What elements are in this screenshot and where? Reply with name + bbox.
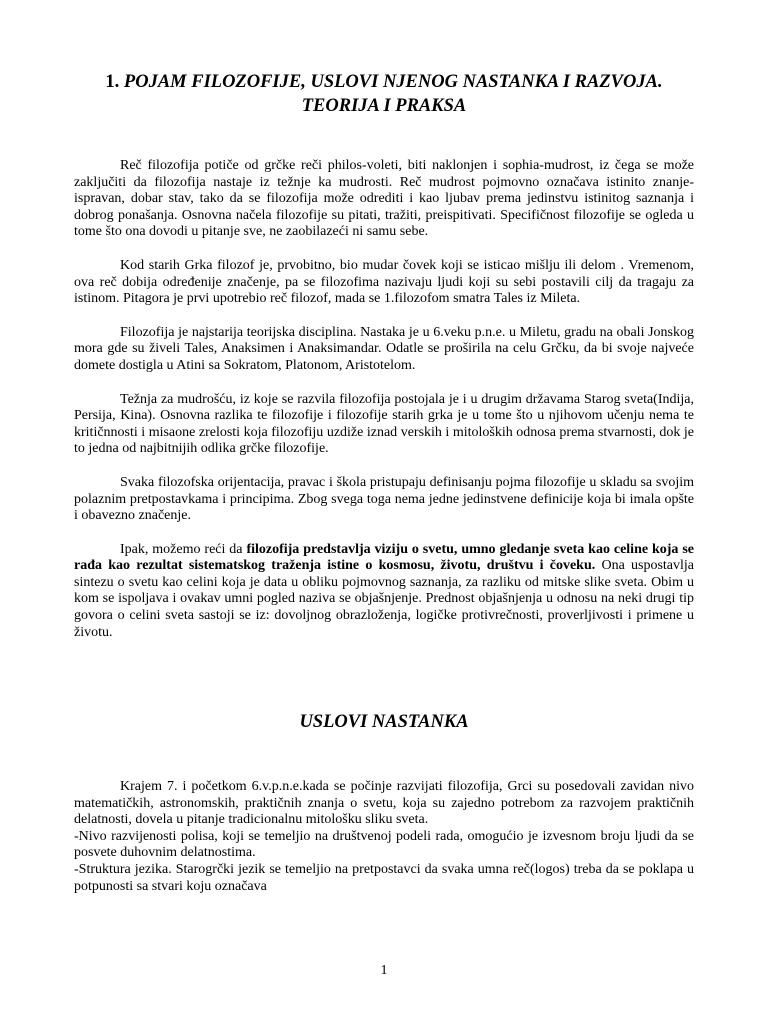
document-title	[74, 70, 694, 118]
section-line: -Nivo razvijenosti polisa, koji se temeljio na društvenoj podeli rada, omogućio je izvesnom broju ljudi da se posvete duhovnim delatnostima.	[74, 828, 694, 861]
paragraph: Svaka filozofska orijentacija, pravac i škola pristupaju definisanju pojma filozofije u skladu sa svojim polaznim pretpostavkama i principima. Zbog svega toga nema jedne jedinstvene definicije koja bi imala opšte i obavezno značenje.	[74, 474, 694, 524]
section-line: -Struktura jezika. Starogrčki jezik se temeljio na pretpostavci da svaka umna reč(logos) treba da se poklapa u potpunosti sa stvari koju označava	[74, 861, 694, 894]
definition-paragraph	[74, 542, 694, 642]
title-number: 1.	[105, 72, 124, 92]
page-number: 1	[380, 963, 388, 978]
section-heading: USLOVI NASTANKA	[299, 712, 469, 732]
title-text: POJAM FILOZOFIJE, USLOVI NJENOG NASTANKA I RAZVOJA. TEORIJA I PRAKSA	[123, 72, 663, 116]
definition-lead: Ipak, možemo reći da	[120, 541, 247, 557]
paragraph: Reč filozofija potiče od grčke reči philos-voleti, biti naklonjen i sophia-mudrost, iz čega se može zaključiti da filozofija nastaje iz težnje ka mudrosti. Reč mudrost pojmovno označava istinito znanje- ispravan, dobar stav, tako da se filozofija može odrediti i kao ljubav prema jedinstvu istinitog saznanja i dobrog ponašanja. Osnovna načela filozofije su pitati, tražiti, preispitivati. Specifičnost filozofije se ogleda u tome što ona dovodi u pitanje sve, ne zaobilazeći ni samu sebe.	[74, 158, 694, 240]
paragraph: Kod starih Grka filozof je, prvobitno, bio mudar čovek koji se isticao mišlju ili delom . Vremenom, ova reč dobija određenije značenje, pa se filozofima nazivaju ljudi koji su sebi postavili cilj da tragaju za istinom. Pitagora je prvi upotrebio reč filozof, mada se 1.filozofom smatra Tales iz Mileta.	[74, 257, 694, 307]
section-line: Krajem 7. i početkom 6.v.p.n.e.kada se počinje razvijati filozofija, Grci su posedovali zavidan nivo matematičkih, astronomskih, praktičnih znanja o svetu, koja su zajedno potrebom za razvojem praktičnih delatnosti, dovela u pitanje tradicionalnu mitološku sliku sveta.	[74, 779, 694, 828]
paragraph: Težnja za mudrošću, iz koje se razvila filozofija postojala je i u drugim državama Starog sveta(Indija, Persija, Kina). Osnovna razlika te filozofije i filozofije starih grka je u tome što u njihovom učenju nema te kritičnnosti i misaone zrelosti koja filozofiju uzdiže iznad verskih i mitoloških odnosa prema stvarnosti, dok je to jedna od najbitnijih odlika grčke filozofije.	[74, 391, 694, 457]
definition-bold: filozofija predstavlja viziju o svetu, umno gledanje sveta kao celine koja se rađa kao rezultat sistematskog traženja istine o kosmosu, životu, društvu i čoveku.	[74, 541, 695, 574]
definition-rest: Ona uspostavlja sintezu o svetu kao celini koja je data u obliku pojmovnog saznanja, za razliku od mitske slike sveta. Obim u kom se ispoljava i ovakav umni pogled naziva se objašnjenje. Prednost objašnjenja u odnosu na neki drugi tip govora o celini sveta sastoji se iz: dovoljnog obrazloženja, logičke protivrečnosti, proverljivosti i primene u životu.	[74, 558, 694, 640]
paragraph: Filozofija je najstarija teorijska disciplina. Nastaka je u 6.veku p.n.e. u Miletu, gradu na obali Jonskog mora gde su živeli Tales, Anaksimen i Anaksimandar. Odatle se proširila na celu Grčku, da bi svoje najveće domete dostigla u Atini sa Sokratom, Platonom, Aristotelom.	[74, 324, 694, 373]
body-text	[74, 158, 694, 658]
section-text	[74, 779, 694, 895]
